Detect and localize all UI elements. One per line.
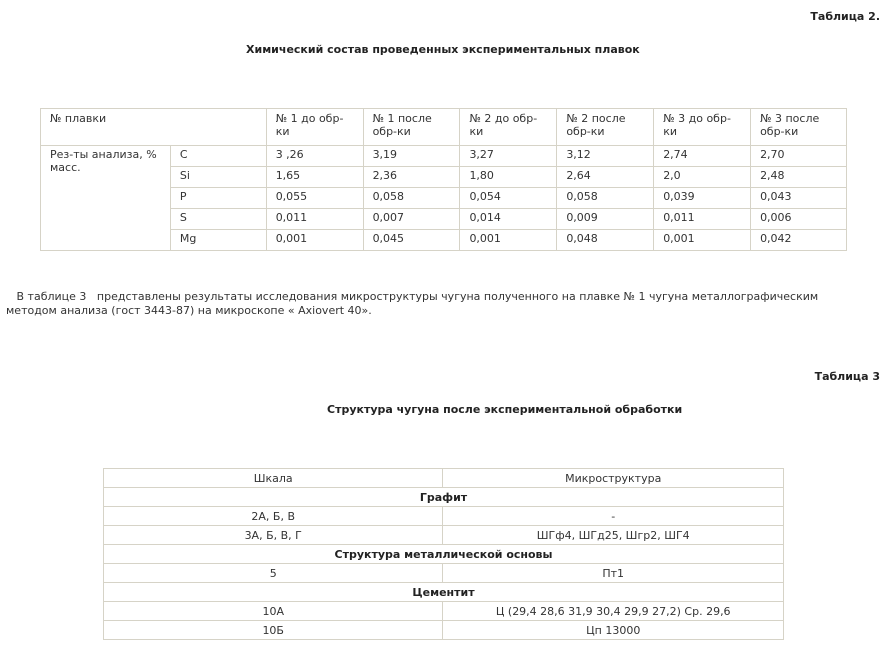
- microstructure-cell: Цп 13000: [443, 621, 784, 640]
- element-cell: P: [170, 188, 266, 209]
- scale-cell: 10Б: [104, 621, 443, 640]
- value-cell: 0,048: [557, 230, 654, 251]
- value-cell: 0,014: [460, 209, 557, 230]
- value-cell: 0,011: [266, 209, 363, 230]
- microstructure-header: Микроструктура: [443, 469, 784, 488]
- table3-caption: Структура чугуна после экспериментальной обработки: [327, 403, 683, 416]
- section-title-graphite: Графит: [104, 488, 784, 507]
- table-header-row: [104, 469, 784, 488]
- section-title-matrix: Структура металлической основы: [104, 545, 784, 564]
- value-cell: 3,19: [363, 146, 460, 167]
- column-header: № 2 до обр- ки: [460, 109, 557, 146]
- value-cell: 2,74: [654, 146, 751, 167]
- table-row: [104, 507, 784, 526]
- value-cell: 0,039: [654, 188, 751, 209]
- section-row: [104, 545, 784, 564]
- value-cell: 1,65: [266, 167, 363, 188]
- value-cell: 0,001: [266, 230, 363, 251]
- value-cell: 0,055: [266, 188, 363, 209]
- value-cell: 2,70: [751, 146, 847, 167]
- value-cell: 0,058: [363, 188, 460, 209]
- value-cell: 2,0: [654, 167, 751, 188]
- microstructure-table: [103, 468, 784, 640]
- table-row: [104, 526, 784, 545]
- value-cell: 2,36: [363, 167, 460, 188]
- value-cell: 0,058: [557, 188, 654, 209]
- section-row: [104, 583, 784, 602]
- table-row: [104, 621, 784, 640]
- scale-cell: 5: [104, 564, 443, 583]
- scale-cell: 3А, Б, В, Г: [104, 526, 443, 545]
- melt-number-header: № плавки: [41, 109, 267, 146]
- chemical-composition-table: [40, 108, 847, 251]
- value-cell: 0,009: [557, 209, 654, 230]
- column-header: № 3 до обр- ки: [654, 109, 751, 146]
- table3-label: Таблица 3: [814, 370, 880, 383]
- value-cell: 3 ,26: [266, 146, 363, 167]
- table-row: [41, 146, 847, 167]
- row-group-label: Рез-ты анализа, % масс.: [41, 146, 171, 251]
- column-header: № 3 после обр-ки: [751, 109, 847, 146]
- element-cell: Si: [170, 167, 266, 188]
- value-cell: 0,001: [460, 230, 557, 251]
- value-cell: 3,27: [460, 146, 557, 167]
- table-header-row: [41, 109, 847, 146]
- table2-caption: Химический состав проведенных экспериментальных плавок: [246, 43, 640, 56]
- microstructure-cell: ШГф4, ШГд25, Шгр2, ШГ4: [443, 526, 784, 545]
- value-cell: 0,007: [363, 209, 460, 230]
- value-cell: 3,12: [557, 146, 654, 167]
- table-row: [104, 602, 784, 621]
- element-cell: Mg: [170, 230, 266, 251]
- element-cell: S: [170, 209, 266, 230]
- value-cell: 0,042: [751, 230, 847, 251]
- value-cell: 0,045: [363, 230, 460, 251]
- microstructure-cell: Пт1: [443, 564, 784, 583]
- column-header: № 2 после обр-ки: [557, 109, 654, 146]
- value-cell: 0,054: [460, 188, 557, 209]
- scale-cell: 2А, Б, В: [104, 507, 443, 526]
- microstructure-cell: -: [443, 507, 784, 526]
- scale-cell: 10А: [104, 602, 443, 621]
- section-row: [104, 488, 784, 507]
- value-cell: 1,80: [460, 167, 557, 188]
- element-cell: C: [170, 146, 266, 167]
- description-paragraph: В таблице 3 представлены результаты исследования микроструктуры чугуна полученного на плавке № 1 чугуна металлографическим методом анализа (гост 3443-87) на микроскопе « Axiovert 40».: [6, 290, 822, 317]
- value-cell: 2,48: [751, 167, 847, 188]
- column-header: № 1 до обр- ки: [266, 109, 363, 146]
- value-cell: 2,64: [557, 167, 654, 188]
- value-cell: 0,001: [654, 230, 751, 251]
- value-cell: 0,006: [751, 209, 847, 230]
- column-header: № 1 после обр-ки: [363, 109, 460, 146]
- scale-header: Шкала: [104, 469, 443, 488]
- value-cell: 0,043: [751, 188, 847, 209]
- section-title-cementite: Цементит: [104, 583, 784, 602]
- table-row: [104, 564, 784, 583]
- table2-label: Таблица 2.: [810, 10, 880, 23]
- value-cell: 0,011: [654, 209, 751, 230]
- microstructure-cell: Ц (29,4 28,6 31,9 30,4 29,9 27,2) Ср. 29,6: [443, 602, 784, 621]
